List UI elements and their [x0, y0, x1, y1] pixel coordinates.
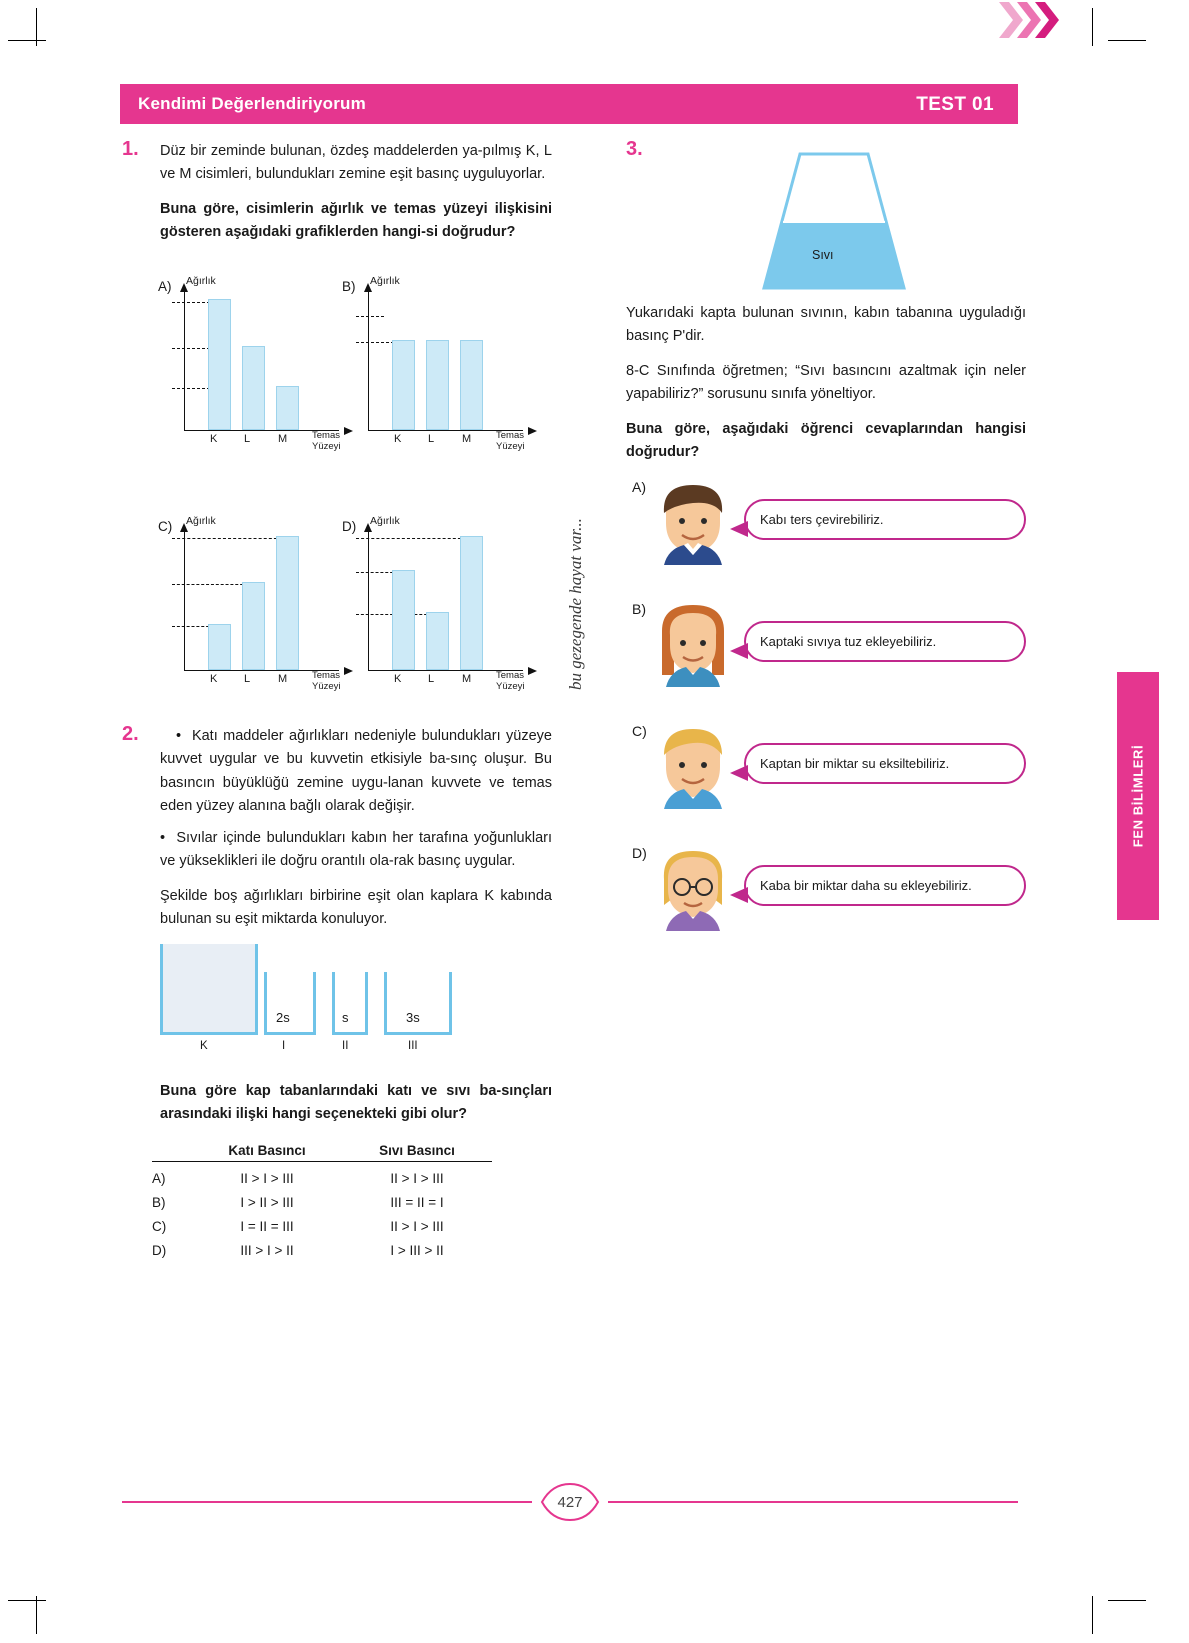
question-1-prompt: Buna göre, cisimlerin ağırlık ve temas yüzeyi ilişkisini gösteren aşağıdaki grafiklerden hangi-si doğrudur?: [160, 200, 552, 241]
crop-mark: [1108, 40, 1146, 41]
option-c-row[interactable]: [626, 723, 1026, 831]
option-b-letter: B): [632, 600, 646, 617]
subject-side-tab-label: FEN BİLİMLERİ: [1130, 744, 1146, 848]
figure-label-ii: II: [342, 1039, 349, 1052]
row-letter: A): [152, 1170, 166, 1186]
liquid-container-icon: [754, 148, 914, 298]
question-2-bullet-2-text: Sıvılar içinde bulundukları kabın her tarafına yoğunlukları ve yükseklikleri ile doğru orantılı ola-rak basınç uygular.: [160, 829, 553, 870]
chart-a-cat-0: K: [210, 432, 218, 445]
student-boy-brown-hair-icon: [654, 479, 732, 565]
row-letter: C): [152, 1218, 167, 1234]
chart-b-cat-1: L: [428, 432, 435, 445]
row-letter: B): [152, 1194, 166, 1210]
option-c-letter: C): [632, 722, 647, 739]
option-a-row[interactable]: [626, 479, 1026, 587]
figure-label-i: I: [282, 1039, 286, 1052]
option-d-row[interactable]: [626, 845, 1026, 953]
row-sivi: III = II = I: [390, 1194, 444, 1210]
option-d-answer[interactable]: Kaba bir miktar daha su ekleyebiliriz.: [744, 865, 1026, 907]
question-1-number: 1.: [122, 138, 139, 160]
question-3-number: 3.: [626, 138, 643, 160]
liquid-label: Sıvı: [812, 248, 834, 262]
chevron-decoration: [999, 0, 1069, 40]
question-3-prompt: Buna göre, aşağıdaki öğrenci cevaplarından hangisi doğrudur?: [626, 420, 1026, 461]
subject-side-tab: [1117, 672, 1159, 920]
chart-c-ylabel: Ağırlık: [186, 514, 216, 527]
student-girl-glasses-icon: [654, 845, 732, 931]
row-kati: I = II = III: [240, 1218, 294, 1234]
chart-option-b: [342, 274, 549, 477]
table-row[interactable]: [152, 1219, 552, 1234]
question-1-charts: [122, 259, 552, 719]
option-a-answer[interactable]: Kabı ters çevirebiliriz.: [744, 499, 1026, 541]
option-b-answer[interactable]: Kaptaki sıvıya tuz ekleyebiliriz.: [744, 621, 1026, 663]
chart-d-cat-2: M: [462, 672, 472, 685]
answer-table-header-sivi: Sıvı Basıncı: [342, 1143, 492, 1162]
container-ii: [332, 972, 368, 1035]
chart-a-xlabel: Temas Yüzeyi: [312, 429, 341, 452]
question-1-text: Düz bir zeminde bulunan, özdeş maddelerden ya-pılmış K, L ve M cisimleri, bulundukları zemine eşit basınç uyguluyorlar.: [160, 143, 552, 183]
table-row[interactable]: [152, 1195, 552, 1210]
question-2-bullet-1-text: Katı maddeler ağırlıkları nedeniyle bulundukları yüzeye kuvvet uygular ve bu kuvvetin etkisiyle ba-sınç oluşur. Bu basıncın büyüklüğü zemine uygu-lanan kuvvete ve temas eden yüzey alanına bağlı olarak değişir.: [160, 727, 552, 815]
container-k: [160, 944, 258, 1035]
question-2-number: 2.: [122, 722, 139, 745]
question-2-prompt: Buna göre kap tabanlarındaki katı ve sıvı ba-sınçları arasındaki ilişki hangi seçenekteki gibi olur?: [160, 1082, 552, 1123]
test-label: TEST 01: [916, 94, 994, 115]
chart-option-c: [158, 514, 365, 717]
left-column: [122, 140, 552, 1258]
student-girl-long-hair-icon: [654, 601, 732, 687]
area-label-s: s: [342, 1009, 349, 1025]
chart-b-option-letter: B): [342, 278, 356, 294]
student-boy-blond-icon: [654, 723, 732, 809]
row-sivi: II > I > III: [390, 1218, 444, 1234]
chart-d-option-letter: D): [342, 518, 357, 534]
chart-c-xlabel: Temas Yüzeyi: [312, 669, 341, 692]
answer-table-header: [152, 1143, 552, 1162]
row-sivi: I > III > II: [390, 1242, 444, 1258]
crop-mark: [36, 1596, 37, 1634]
row-sivi: II > I > III: [390, 1170, 444, 1186]
chart-b-xlabel: Temas Yüzeyi: [496, 429, 525, 452]
chart-c-cat-2: M: [278, 672, 288, 685]
header-title: Kendimi Değerlendiriyorum: [138, 94, 366, 113]
chart-d-cat-0: K: [394, 672, 402, 685]
row-kati: I > II > III: [240, 1194, 294, 1210]
chart-b-ylabel: Ağırlık: [370, 274, 400, 287]
chart-c-option-letter: C): [158, 518, 173, 534]
option-c-answer[interactable]: Kaptan bir miktar su eksiltebiliriz.: [744, 743, 1026, 785]
crop-mark: [1092, 8, 1093, 46]
table-row[interactable]: [152, 1243, 552, 1258]
question-3-text-1: Yukarıdaki kapta bulunan sıvının, kabın tabanına uyguladığı basınç P'dir.: [626, 305, 1026, 345]
crop-mark: [1108, 1600, 1146, 1601]
container-iii: [384, 972, 452, 1035]
option-d-letter: D): [632, 844, 647, 861]
container-i: [264, 972, 316, 1035]
answer-table-header-kati: Katı Basıncı: [192, 1143, 342, 1162]
question-2-bullet-2: • Sıvılar içinde bulundukları kabın her tarafına yoğunlukları ve yükseklikleri ile doğru orantılı ola-rak basınç uygular.: [160, 829, 553, 870]
chart-a-cat-1: L: [244, 432, 251, 445]
question-3-text-2: 8-C Sınıfında öğretmen; “Sıvı basıncını azaltmak için neler yapabiliriz?” sorusunu sınıfa yöneltiyor.: [626, 362, 1026, 403]
area-label-2s: 2s: [276, 1009, 290, 1025]
page-header: [120, 84, 1018, 124]
chart-a-ylabel: Ağırlık: [186, 274, 216, 287]
chart-a-option-letter: A): [158, 278, 172, 294]
page-number: 427: [557, 1493, 583, 1511]
chart-b-cat-0: K: [394, 432, 402, 445]
chart-c-cat-0: K: [210, 672, 218, 685]
chart-option-d: [342, 514, 549, 717]
chart-a-cat-2: M: [278, 432, 288, 445]
option-a-letter: A): [632, 478, 646, 495]
right-column: [626, 140, 1026, 953]
option-b-row[interactable]: [626, 601, 1026, 709]
chart-c-cat-1: L: [244, 672, 251, 685]
chart-d-xlabel: Temas Yüzeyi: [496, 669, 525, 692]
figure-label-iii: III: [408, 1039, 418, 1052]
question-2-text: Şekilde boş ağırlıkları birbirine eşit olan kaplara K kabında bulunan su eşit miktarda konuluyor.: [160, 887, 552, 928]
question-2-figure: [160, 944, 552, 1066]
crop-mark: [1092, 1596, 1093, 1634]
question-3-figure: [626, 142, 1026, 302]
chart-b-cat-2: M: [462, 432, 472, 445]
row-kati: II > I > III: [240, 1170, 294, 1186]
table-row[interactable]: [152, 1171, 552, 1186]
figure-label-k: K: [200, 1039, 208, 1052]
chart-d-ylabel: Ağırlık: [370, 514, 400, 527]
chart-d-cat-1: L: [428, 672, 435, 685]
question-2-bullet-1: • Katı maddeler ağırlıkları nedeniyle bulundukları yüzeye kuvvet uygular ve bu kuvvetin etkisiyle ba-sınç oluşur. Bu basıncın büyüklüğü zemine uygu-lanan kuvvete ve temas eden yüzey alanına bağlı olarak değişir.: [160, 727, 552, 815]
crop-mark: [8, 40, 46, 41]
area-label-3s: 3s: [406, 1009, 420, 1025]
crop-mark: [8, 1600, 46, 1601]
page-number-badge: [538, 1482, 602, 1522]
row-letter: D): [152, 1242, 167, 1258]
question-2-answer-table: [152, 1143, 552, 1258]
chart-option-a: [158, 274, 365, 477]
decorative-script-text: bu gezegende hayat var...: [566, 518, 585, 690]
page-footer: [122, 1482, 1018, 1522]
row-kati: III > I > II: [240, 1242, 294, 1258]
